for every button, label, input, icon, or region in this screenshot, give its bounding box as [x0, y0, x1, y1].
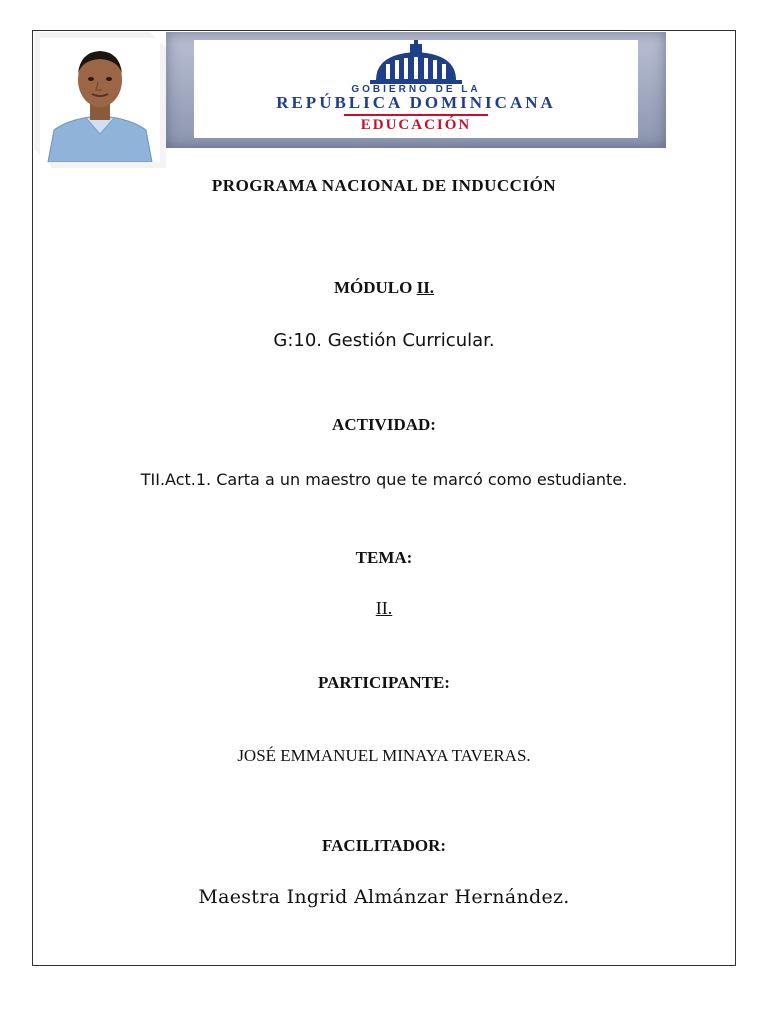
module-number: II. [416, 278, 435, 297]
topic-value: II. [375, 598, 393, 618]
ministry-logo [194, 40, 638, 138]
logo-divider [344, 114, 488, 116]
logo-text-educacion: EDUCACIÓN [360, 117, 472, 133]
participant-photo [34, 32, 166, 168]
ministry-logo-banner [166, 32, 666, 148]
logo-text-republica: REPÚBLICA DOMINICANA [276, 93, 556, 112]
participant-label: PARTICIPANTE: [318, 673, 450, 692]
logo-text-gobierno: GOBIERNO DE LA [351, 84, 481, 95]
module-name: G:10. Gestión Curricular. [273, 330, 495, 351]
page-border [32, 30, 736, 966]
program-title: PROGRAMA NACIONAL DE INDUCCIÓN [211, 176, 557, 195]
dome-icon [194, 40, 638, 90]
topic-label: TEMA: [355, 548, 413, 567]
activity-label: ACTIVIDAD: [332, 415, 436, 434]
module-heading [32, 278, 736, 298]
facilitator-name: Maestra Ingrid Almánzar Hernández. [198, 886, 570, 908]
participant-name: JOSÉ EMMANUEL MINAYA TAVERAS. [237, 746, 531, 765]
portrait-image [40, 38, 160, 162]
module-label: MÓDULO [333, 278, 413, 297]
activity-text: TII.Act.1. Carta a un maestro que te marcó como estudiante. [140, 470, 628, 489]
facilitator-label: FACILITADOR: [321, 836, 447, 855]
